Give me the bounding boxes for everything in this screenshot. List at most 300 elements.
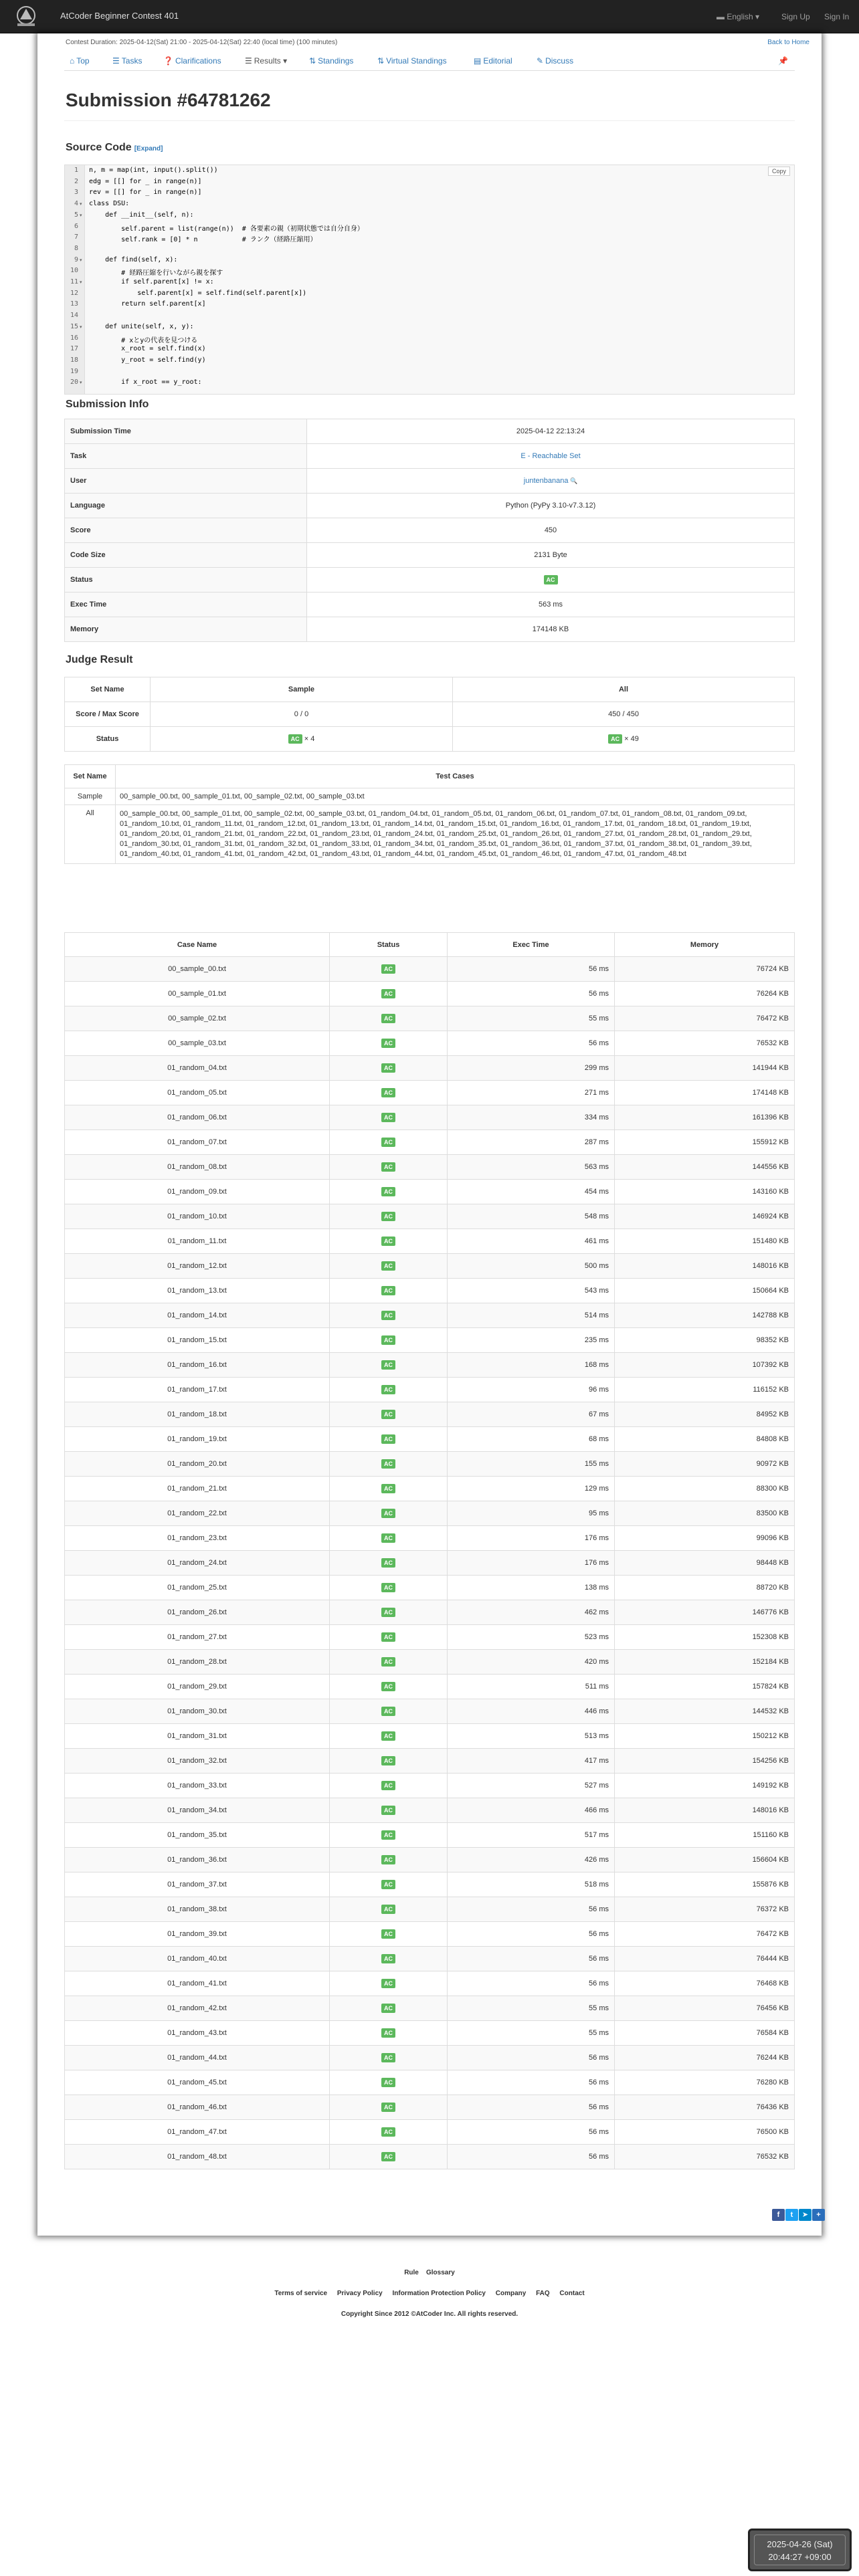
search-icon[interactable]: 🔍 — [568, 477, 578, 484]
case-memory: 152184 KB — [615, 1650, 795, 1675]
status-badge: AC — [381, 2127, 395, 2137]
contest-title[interactable]: AtCoder Beginner Contest 401 — [60, 11, 179, 21]
status-label: Status — [65, 727, 151, 752]
case-name: 01_random_16.txt — [65, 1353, 330, 1378]
line-number: 9 — [74, 255, 78, 263]
case-memory: 76532 KB — [615, 2145, 795, 2169]
line-number: 20 — [70, 379, 78, 387]
case-name: 01_random_10.txt — [65, 1204, 330, 1229]
case-status — [330, 1749, 448, 1774]
code-line: def unite(self, x, y): — [89, 322, 194, 330]
fold-arrow-icon[interactable]: ▾ — [80, 202, 82, 207]
line-number: 1 — [74, 167, 78, 174]
case-memory: 149192 KB — [615, 1774, 795, 1798]
case-exec-time: 56 ms — [448, 1922, 615, 1947]
status-badge: AC — [381, 1707, 395, 1716]
case-name: 01_random_25.txt — [65, 1576, 330, 1600]
case-status — [330, 1155, 448, 1180]
expand-link[interactable]: [Expand] — [134, 145, 163, 152]
case-exec-time: 513 ms — [448, 1724, 615, 1749]
case-status — [330, 1848, 448, 1872]
case-status — [330, 1774, 448, 1798]
set-name: All — [65, 805, 116, 864]
code-line: def __init__(self, n): — [89, 211, 194, 219]
case-name: 01_random_24.txt — [65, 1551, 330, 1576]
case-memory: 76436 KB — [615, 2095, 795, 2120]
all-status: AC × 49 — [453, 727, 795, 752]
column-header: Set Name — [65, 677, 151, 702]
case-name: 01_random_26.txt — [65, 1600, 330, 1625]
line-number: 4 — [74, 200, 78, 208]
line-number: 15 — [70, 322, 78, 330]
case-exec-time: 466 ms — [448, 1798, 615, 1823]
info-key: Task — [65, 444, 307, 469]
case-exec-time: 56 ms — [448, 982, 615, 1006]
case-name: 01_random_28.txt — [65, 1650, 330, 1675]
table-row — [65, 1477, 795, 1501]
status-badge: AC — [381, 1657, 395, 1667]
code-line: self.parent = list(range(n)) # 各要素の親（初期状態では自分自身） — [89, 225, 364, 233]
case-exec-time: 67 ms — [448, 1402, 615, 1427]
case-memory: 76500 KB — [615, 2120, 795, 2145]
line-number: 6 — [74, 222, 78, 230]
status-badge: AC — [381, 1979, 395, 1988]
case-status — [330, 1427, 448, 1452]
info-key: Memory — [65, 617, 307, 642]
code-line: if x_root == y_root: — [89, 379, 202, 387]
case-status — [330, 1477, 448, 1501]
status-badge: AC — [381, 1162, 395, 1172]
line-number: 16 — [70, 334, 78, 342]
info-key: Status — [65, 568, 307, 593]
case-name: 01_random_27.txt — [65, 1625, 330, 1650]
test-sets-table — [64, 764, 795, 864]
case-exec-time: 500 ms — [448, 1254, 615, 1279]
case-memory: 141944 KB — [615, 1056, 795, 1081]
case-memory: 98352 KB — [615, 1328, 795, 1353]
language-dropdown[interactable]: ▬ English ▾ — [717, 12, 760, 21]
table-row — [65, 2021, 795, 2046]
case-memory: 76244 KB — [615, 2046, 795, 2070]
case-status — [330, 1056, 448, 1081]
line-number: 11 — [70, 278, 78, 286]
line-number: 18 — [70, 356, 78, 364]
case-exec-time: 56 ms — [448, 1031, 615, 1056]
case-exec-time: 138 ms — [448, 1576, 615, 1600]
status-badge: AC — [381, 1509, 395, 1518]
info-row — [65, 617, 795, 642]
table-row — [65, 1600, 795, 1625]
status-badge: AC — [608, 734, 622, 744]
code-line: y_root = self.find(y) — [89, 356, 206, 364]
back-to-home-link[interactable]: Back to Home — [767, 39, 809, 46]
line-number: 17 — [70, 345, 78, 353]
status-badge: AC — [381, 1682, 395, 1691]
set-cases: 00_sample_00.txt, 00_sample_01.txt, 00_sample_02.txt, 00_sample_03.txt — [116, 788, 795, 805]
sign-up-link[interactable]: Sign Up — [781, 12, 810, 21]
line-number-gutter — [65, 165, 85, 395]
clock-time: 20:44:27 +09:00 — [768, 2552, 832, 2562]
column-header: Case Name — [65, 933, 330, 957]
status-badge: AC — [381, 1756, 395, 1765]
fold-arrow-icon[interactable]: ▾ — [80, 324, 82, 330]
case-memory: 155876 KB — [615, 1872, 795, 1897]
status-badge: AC — [381, 1533, 395, 1543]
case-name: 00_sample_00.txt — [65, 957, 330, 982]
case-status — [330, 1452, 448, 1477]
table-row — [65, 1378, 795, 1402]
case-status — [330, 1675, 448, 1699]
status-badge: AC — [381, 2078, 395, 2087]
table-row — [65, 1971, 795, 1996]
status-badge: AC — [381, 2103, 395, 2112]
status-badge: AC — [381, 1880, 395, 1889]
line-number: 19 — [70, 367, 78, 375]
case-name: 01_random_39.txt — [65, 1922, 330, 1947]
tab-top[interactable]: ⌂ Top — [70, 56, 90, 66]
case-name: 01_random_12.txt — [65, 1254, 330, 1279]
case-exec-time: 446 ms — [448, 1699, 615, 1724]
clock-frame — [754, 2535, 846, 2565]
info-value: 2131 Byte — [307, 543, 795, 568]
case-name: 01_random_48.txt — [65, 2145, 330, 2169]
case-memory: 90972 KB — [615, 1452, 795, 1477]
table-row — [65, 1848, 795, 1872]
case-exec-time: 95 ms — [448, 1501, 615, 1526]
case-status — [330, 2095, 448, 2120]
case-name: 01_random_08.txt — [65, 1155, 330, 1180]
all-score: 450 / 450 — [453, 702, 795, 727]
set-name: Sample — [65, 788, 116, 805]
table-row — [65, 1774, 795, 1798]
case-name: 01_random_30.txt — [65, 1699, 330, 1724]
table-row — [65, 2095, 795, 2120]
clock-date: 2025-04-26 (Sat) — [767, 2539, 833, 2549]
case-name: 01_random_06.txt — [65, 1105, 330, 1130]
tab-results[interactable]: ☰ Results ▾ — [245, 56, 288, 66]
case-name: 01_random_15.txt — [65, 1328, 330, 1353]
case-memory: 143160 KB — [615, 1180, 795, 1204]
code-line: class DSU: — [89, 200, 130, 208]
sort-icon: ⇅ — [309, 56, 316, 66]
code-line: def find(self, x): — [89, 255, 178, 263]
case-status — [330, 2046, 448, 2070]
table-row — [65, 1155, 795, 1180]
status-badge: AC — [381, 1731, 395, 1741]
status-badge: AC — [288, 734, 302, 744]
case-exec-time: 454 ms — [448, 1180, 615, 1204]
fold-arrow-icon[interactable]: ▾ — [80, 213, 82, 218]
line-number: 12 — [70, 289, 78, 297]
case-status — [330, 1180, 448, 1204]
footer-link-company[interactable]: Company — [495, 2290, 527, 2297]
user-link[interactable]: juntenbanana — [523, 477, 569, 485]
source-code-block[interactable] — [64, 165, 795, 395]
case-memory: 76372 KB — [615, 1897, 795, 1922]
score-label: Score / Max Score — [65, 702, 151, 727]
status-badge: AC — [381, 1583, 395, 1592]
code-line: x_root = self.find(x) — [89, 345, 206, 353]
test-cases-table — [64, 932, 795, 2169]
table-row — [65, 1996, 795, 2021]
status-badge: AC — [381, 1954, 395, 1963]
case-memory: 98448 KB — [615, 1551, 795, 1576]
case-exec-time: 56 ms — [448, 2145, 615, 2169]
case-status — [330, 1303, 448, 1328]
code-line: return self.parent[x] — [89, 300, 206, 308]
table-row — [65, 982, 795, 1006]
case-status — [330, 1650, 448, 1675]
case-exec-time: 96 ms — [448, 1378, 615, 1402]
atcoder-logo[interactable] — [8, 3, 44, 30]
line-number: 2 — [74, 177, 78, 185]
info-row — [65, 444, 795, 469]
column-header: Set Name — [65, 765, 116, 788]
table-row — [65, 1897, 795, 1922]
footer-link-terms[interactable]: Terms of service — [274, 2290, 328, 2297]
info-row — [65, 518, 795, 543]
case-exec-time: 271 ms — [448, 1081, 615, 1105]
case-status — [330, 1600, 448, 1625]
table-row — [65, 1947, 795, 1971]
case-memory: 151480 KB — [615, 1229, 795, 1254]
status-badge: AC — [381, 1484, 395, 1493]
case-exec-time: 426 ms — [448, 1848, 615, 1872]
case-status — [330, 1402, 448, 1427]
tab-clarifications[interactable]: ❓ Clarifications — [163, 56, 221, 66]
case-exec-time: 563 ms — [448, 1155, 615, 1180]
tab-discuss[interactable]: ✎ Discuss — [537, 56, 574, 66]
table-row — [65, 1031, 795, 1056]
case-exec-time: 523 ms — [448, 1625, 615, 1650]
table-row — [65, 2070, 795, 2095]
case-status — [330, 1798, 448, 1823]
status-badge: AC — [381, 2028, 395, 2038]
case-status — [330, 982, 448, 1006]
case-status — [330, 957, 448, 982]
status-badge: AC — [381, 1434, 395, 1444]
tab-standings[interactable]: ⇅ Standings — [309, 56, 354, 66]
case-name: 01_random_13.txt — [65, 1279, 330, 1303]
case-memory: 88300 KB — [615, 1477, 795, 1501]
case-name: 01_random_09.txt — [65, 1180, 330, 1204]
status-badge: AC — [381, 1261, 395, 1271]
fold-arrow-icon[interactable]: ▾ — [80, 257, 82, 263]
column-header: All — [453, 677, 795, 702]
case-name: 01_random_44.txt — [65, 2046, 330, 2070]
case-exec-time: 68 ms — [448, 1427, 615, 1452]
status-badge: AC — [381, 1855, 395, 1864]
tab-tasks[interactable]: ☰ Tasks — [112, 56, 142, 66]
case-status — [330, 1006, 448, 1031]
case-status — [330, 1328, 448, 1353]
case-exec-time: 168 ms — [448, 1353, 615, 1378]
sign-in-link[interactable]: Sign In — [824, 12, 850, 21]
info-row — [65, 543, 795, 568]
case-status — [330, 1551, 448, 1576]
fold-arrow-icon[interactable]: ▾ — [80, 381, 82, 386]
footer-link-info-protection[interactable]: Information Protection Policy — [392, 2290, 486, 2297]
tab-editorial[interactable]: ▤ Editorial — [474, 56, 512, 66]
table-row — [65, 1229, 795, 1254]
status-badge: AC — [381, 1830, 395, 1840]
case-memory: 154256 KB — [615, 1749, 795, 1774]
info-key: User — [65, 469, 307, 494]
table-row — [65, 1105, 795, 1130]
case-exec-time: 420 ms — [448, 1650, 615, 1675]
table-row — [65, 1699, 795, 1724]
case-name: 01_random_41.txt — [65, 1971, 330, 1996]
case-memory: 84952 KB — [615, 1402, 795, 1427]
line-number: 10 — [70, 267, 78, 275]
info-key: Language — [65, 494, 307, 518]
case-status — [330, 2021, 448, 2046]
case-memory: 157824 KB — [615, 1675, 795, 1699]
info-row — [65, 593, 795, 617]
case-memory: 76472 KB — [615, 1006, 795, 1031]
table-row — [65, 1526, 795, 1551]
sort-icon: ⇅ — [377, 56, 385, 66]
info-value — [307, 444, 795, 469]
case-name: 01_random_43.txt — [65, 2021, 330, 2046]
info-key: Code Size — [65, 543, 307, 568]
case-name: 01_random_04.txt — [65, 1056, 330, 1081]
footer-link-faq[interactable]: FAQ — [536, 2290, 550, 2297]
case-memory: 116152 KB — [615, 1378, 795, 1402]
status-badge: AC — [381, 1212, 395, 1221]
case-memory: 76280 KB — [615, 2070, 795, 2095]
fold-arrow-icon[interactable]: ▾ — [80, 280, 82, 285]
case-memory: 76724 KB — [615, 957, 795, 982]
case-exec-time: 56 ms — [448, 957, 615, 982]
table-row — [65, 1254, 795, 1279]
code-line: n, m = map(int, input().split()) — [89, 167, 218, 174]
footer-links-secondary — [0, 2290, 859, 2297]
info-row — [65, 568, 795, 593]
line-number: 5 — [74, 211, 78, 219]
status-badge: AC — [381, 1608, 395, 1617]
case-status — [330, 1130, 448, 1155]
table-row — [65, 1501, 795, 1526]
case-exec-time: 55 ms — [448, 1996, 615, 2021]
fixed-clock — [748, 2529, 852, 2571]
info-row — [65, 469, 795, 494]
table-row — [65, 1130, 795, 1155]
column-header: Status — [330, 933, 448, 957]
status-badge: AC — [381, 1806, 395, 1815]
case-status — [330, 1996, 448, 2021]
status-badge: AC — [381, 2152, 395, 2161]
case-status — [330, 1081, 448, 1105]
source-code-heading: Source Code [Expand] — [66, 142, 163, 153]
footer-link-contact[interactable]: Contact — [559, 2290, 585, 2297]
case-status — [330, 1823, 448, 1848]
facebook-icon[interactable]: f — [772, 2209, 785, 2221]
divider — [64, 120, 795, 121]
footer-link-rule[interactable]: Rule — [404, 2269, 419, 2276]
table-row — [65, 1402, 795, 1427]
case-memory: 148016 KB — [615, 1798, 795, 1823]
case-exec-time: 543 ms — [448, 1279, 615, 1303]
case-memory: 142788 KB — [615, 1303, 795, 1328]
case-status — [330, 2070, 448, 2095]
case-name: 01_random_40.txt — [65, 1947, 330, 1971]
code-line: if self.parent[x] != x: — [89, 278, 214, 286]
status-badge: AC — [381, 1385, 395, 1394]
status-badge: AC — [381, 1459, 395, 1469]
status-badge: AC — [381, 1088, 395, 1097]
case-exec-time: 334 ms — [448, 1105, 615, 1130]
column-header: Test Cases — [116, 765, 795, 788]
judge-result-table — [64, 677, 795, 752]
status-badge: AC — [381, 1063, 395, 1073]
code-line: edg = [[] for _ in range(n)] — [89, 177, 202, 185]
judge-result-heading: Judge Result — [66, 654, 133, 665]
case-memory: 76584 KB — [615, 2021, 795, 2046]
status-badge: AC — [381, 1039, 395, 1048]
info-value — [307, 469, 795, 494]
task-link[interactable]: E - Reachable Set — [520, 452, 581, 460]
tab-virtual-standings[interactable]: ⇅ Virtual Standings — [377, 56, 447, 66]
caret-down-icon: ▾ — [280, 56, 288, 66]
case-name: 01_random_38.txt — [65, 1897, 330, 1922]
case-exec-time: 55 ms — [448, 2021, 615, 2046]
info-value: 174148 KB — [307, 617, 795, 642]
column-header: Exec Time — [448, 933, 615, 957]
table-row — [65, 1180, 795, 1204]
case-memory: 144556 KB — [615, 1155, 795, 1180]
case-name: 01_random_35.txt — [65, 1823, 330, 1848]
table-row — [65, 1749, 795, 1774]
status-badge: AC — [381, 1410, 395, 1419]
status-badge: AC — [381, 1360, 395, 1370]
case-memory: 150212 KB — [615, 1724, 795, 1749]
submission-info-table — [64, 419, 795, 642]
case-exec-time: 176 ms — [448, 1526, 615, 1551]
table-row — [65, 1204, 795, 1229]
footer-link-glossary[interactable]: Glossary — [425, 2269, 455, 2276]
sample-score: 0 / 0 — [151, 702, 453, 727]
info-value — [307, 568, 795, 593]
table-row — [65, 1724, 795, 1749]
telegram-icon[interactable]: ➤ — [799, 2209, 812, 2221]
case-exec-time: 176 ms — [448, 1551, 615, 1576]
case-exec-time: 235 ms — [448, 1328, 615, 1353]
case-exec-time: 417 ms — [448, 1749, 615, 1774]
status-badge: AC — [381, 1905, 395, 1914]
case-name: 01_random_22.txt — [65, 1501, 330, 1526]
case-name: 01_random_32.txt — [65, 1749, 330, 1774]
case-status — [330, 1872, 448, 1897]
case-status — [330, 1971, 448, 1996]
footer-link-privacy[interactable]: Privacy Policy — [337, 2290, 383, 2297]
status-badge: AC — [381, 964, 395, 974]
case-memory: 146776 KB — [615, 1600, 795, 1625]
table-row — [65, 2120, 795, 2145]
case-name: 01_random_47.txt — [65, 2120, 330, 2145]
case-exec-time: 56 ms — [448, 2095, 615, 2120]
twitter-icon[interactable]: t — [785, 2209, 798, 2221]
copy-button[interactable]: Copy — [768, 167, 790, 176]
case-memory: 99096 KB — [615, 1526, 795, 1551]
case-memory: 76468 KB — [615, 1971, 795, 1996]
case-name: 01_random_37.txt — [65, 1872, 330, 1897]
share-plus-icon[interactable]: + — [812, 2209, 825, 2221]
pin-icon[interactable]: 📌 — [778, 56, 788, 66]
case-name: 01_random_45.txt — [65, 2070, 330, 2095]
case-exec-time: 548 ms — [448, 1204, 615, 1229]
table-row — [65, 1872, 795, 1897]
